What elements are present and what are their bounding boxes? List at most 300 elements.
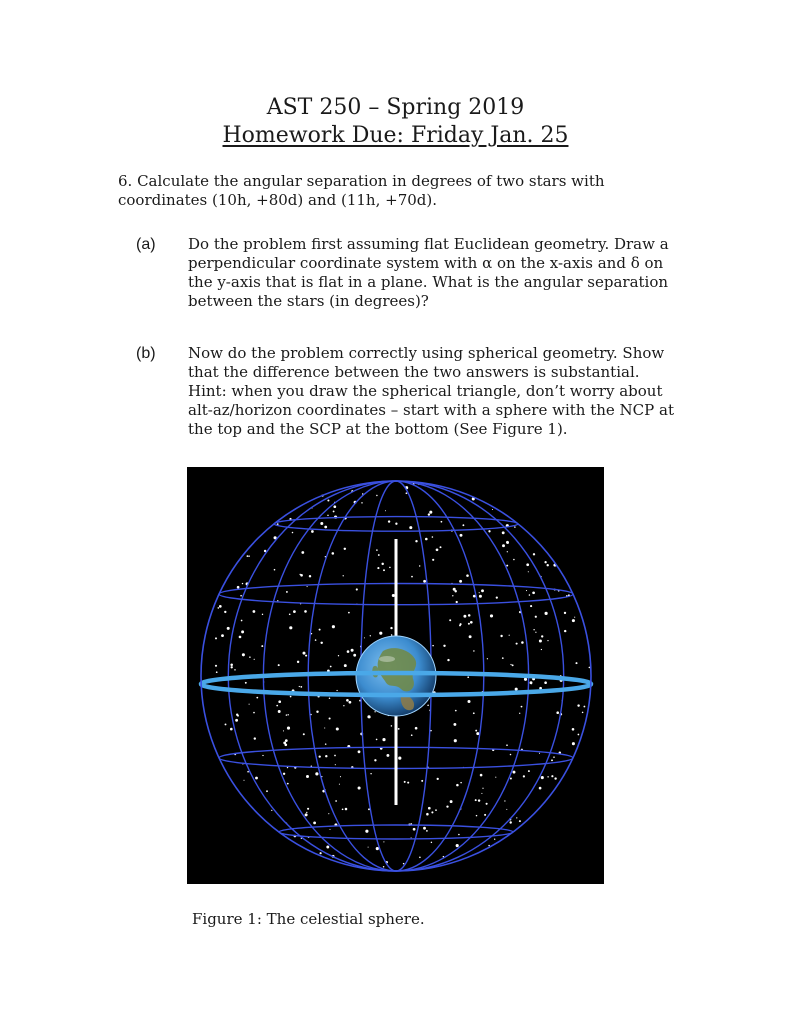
star bbox=[277, 600, 278, 601]
star bbox=[286, 591, 288, 593]
star bbox=[428, 513, 430, 515]
star bbox=[462, 524, 464, 526]
star bbox=[336, 727, 339, 730]
figure-caption: Figure 1: The celestial sphere. bbox=[192, 910, 425, 928]
star bbox=[328, 813, 329, 814]
star bbox=[353, 654, 356, 657]
star bbox=[262, 614, 263, 615]
star bbox=[329, 697, 331, 699]
star bbox=[463, 615, 466, 618]
star bbox=[526, 590, 527, 591]
star bbox=[506, 809, 507, 810]
star bbox=[368, 847, 369, 848]
star bbox=[484, 814, 486, 816]
star bbox=[391, 725, 393, 727]
star bbox=[452, 595, 453, 596]
star bbox=[466, 574, 469, 577]
star bbox=[319, 629, 321, 631]
star bbox=[376, 739, 378, 741]
star bbox=[225, 723, 227, 725]
star bbox=[564, 630, 566, 632]
star bbox=[361, 502, 362, 503]
star bbox=[274, 569, 276, 571]
star bbox=[440, 546, 442, 548]
star bbox=[325, 755, 327, 757]
star bbox=[249, 704, 250, 705]
star bbox=[358, 750, 361, 753]
star bbox=[300, 686, 302, 688]
star bbox=[327, 499, 329, 501]
star bbox=[480, 774, 483, 777]
star bbox=[327, 515, 328, 516]
star bbox=[283, 742, 286, 745]
star bbox=[460, 534, 463, 537]
page-subtitle-due-date: Homework Due: Friday Jan. 25 bbox=[222, 123, 569, 148]
part-a-text: Do the problem first assuming flat Euclidean geometry. Draw a perpendicular coordinate system with α on the x-axis and δ on the y-axis that is flat in a plane. What is the angular separation between the stars (in degrees)? bbox=[188, 235, 669, 310]
star bbox=[556, 711, 559, 714]
star bbox=[519, 820, 521, 822]
star bbox=[242, 583, 243, 584]
star bbox=[415, 540, 417, 542]
star bbox=[367, 715, 370, 718]
star bbox=[383, 866, 385, 868]
star bbox=[479, 592, 480, 593]
star bbox=[514, 526, 515, 527]
star bbox=[386, 754, 389, 757]
star bbox=[311, 530, 314, 533]
star bbox=[528, 571, 529, 572]
star bbox=[234, 669, 235, 670]
star bbox=[583, 706, 585, 708]
star bbox=[333, 505, 336, 508]
star bbox=[329, 717, 331, 719]
star bbox=[376, 495, 377, 496]
star bbox=[513, 559, 515, 561]
star bbox=[510, 754, 512, 756]
star bbox=[419, 565, 420, 566]
star bbox=[241, 620, 243, 622]
star bbox=[358, 786, 361, 789]
star bbox=[470, 621, 473, 624]
star bbox=[247, 771, 249, 773]
star bbox=[278, 664, 280, 666]
star bbox=[487, 658, 488, 659]
star bbox=[290, 696, 292, 698]
star bbox=[458, 834, 460, 836]
star bbox=[261, 645, 263, 647]
star bbox=[577, 704, 579, 706]
star bbox=[578, 734, 580, 736]
star bbox=[476, 815, 478, 817]
star bbox=[289, 626, 292, 629]
star bbox=[348, 612, 350, 614]
star bbox=[415, 727, 418, 730]
star bbox=[539, 639, 542, 642]
star bbox=[532, 591, 535, 594]
star bbox=[300, 574, 303, 577]
star bbox=[289, 613, 291, 615]
part-b-text: Now do the problem correctly using spherical geometry. Show that the difference between the two answers is substantial. Hint: when you draw the spherical triangle, don’t worry about alt-az/horizon coordinates – start with a sphere with the NCP at the top and the SCP at the bottom (See Figure 1). bbox=[188, 344, 674, 438]
star bbox=[378, 554, 380, 556]
star bbox=[490, 614, 493, 617]
star bbox=[467, 676, 469, 678]
star bbox=[475, 730, 477, 732]
star bbox=[344, 664, 347, 667]
star bbox=[309, 575, 311, 577]
star bbox=[287, 783, 289, 785]
star bbox=[340, 776, 341, 777]
star bbox=[217, 607, 219, 609]
celestial-sphere-illustration bbox=[187, 467, 604, 884]
star bbox=[227, 627, 230, 630]
star bbox=[426, 830, 428, 832]
star bbox=[236, 714, 238, 716]
star bbox=[370, 773, 371, 774]
star bbox=[247, 555, 249, 557]
star bbox=[454, 590, 456, 592]
star bbox=[330, 666, 332, 668]
star bbox=[481, 589, 484, 592]
star bbox=[237, 586, 240, 589]
star bbox=[432, 536, 434, 538]
star bbox=[446, 805, 448, 807]
star bbox=[285, 739, 288, 742]
star bbox=[256, 697, 258, 699]
star bbox=[544, 561, 546, 563]
star bbox=[333, 510, 335, 512]
star bbox=[343, 575, 344, 576]
star bbox=[365, 830, 368, 833]
earth-globe bbox=[356, 636, 436, 716]
star bbox=[320, 642, 322, 644]
star bbox=[283, 730, 284, 731]
star bbox=[306, 812, 307, 813]
star bbox=[335, 764, 336, 765]
star bbox=[334, 755, 336, 757]
star bbox=[216, 671, 218, 673]
star bbox=[253, 712, 255, 714]
star bbox=[382, 738, 385, 741]
star bbox=[344, 548, 346, 550]
star bbox=[297, 661, 299, 663]
star bbox=[488, 845, 490, 847]
star bbox=[329, 829, 330, 830]
star bbox=[287, 714, 288, 715]
star bbox=[521, 706, 523, 708]
star bbox=[469, 635, 472, 638]
star bbox=[370, 635, 371, 636]
star bbox=[509, 635, 510, 636]
star bbox=[533, 553, 535, 555]
star bbox=[413, 828, 416, 831]
star bbox=[278, 710, 281, 713]
star bbox=[432, 559, 434, 561]
star bbox=[545, 612, 548, 615]
star bbox=[409, 526, 412, 529]
star bbox=[215, 637, 217, 639]
star bbox=[403, 863, 405, 865]
star bbox=[231, 666, 233, 668]
star bbox=[488, 530, 490, 532]
star bbox=[507, 542, 509, 544]
star bbox=[533, 629, 534, 630]
star bbox=[326, 846, 329, 849]
star bbox=[512, 664, 514, 666]
star bbox=[427, 704, 429, 706]
star bbox=[431, 811, 433, 813]
star bbox=[510, 664, 511, 665]
star bbox=[319, 755, 321, 757]
star bbox=[345, 808, 348, 811]
star bbox=[292, 532, 294, 534]
star bbox=[356, 588, 358, 590]
star bbox=[320, 522, 323, 525]
star bbox=[262, 755, 263, 756]
star bbox=[240, 595, 242, 597]
star bbox=[468, 614, 471, 617]
star bbox=[541, 776, 544, 779]
star bbox=[215, 665, 217, 667]
star bbox=[453, 723, 456, 726]
star bbox=[535, 616, 537, 618]
star bbox=[239, 636, 242, 639]
star bbox=[443, 645, 445, 647]
star bbox=[278, 700, 281, 703]
star bbox=[547, 564, 549, 566]
star bbox=[572, 728, 575, 731]
star bbox=[456, 601, 458, 603]
star bbox=[513, 771, 516, 774]
star bbox=[245, 682, 247, 684]
celestial-sphere-figure bbox=[187, 467, 604, 884]
star bbox=[447, 659, 449, 661]
star bbox=[303, 733, 305, 735]
star bbox=[383, 841, 384, 842]
star bbox=[276, 705, 278, 707]
star bbox=[320, 852, 322, 854]
star bbox=[390, 627, 392, 629]
star bbox=[392, 594, 395, 597]
star bbox=[389, 567, 391, 569]
star bbox=[364, 637, 365, 638]
star bbox=[436, 548, 439, 551]
star bbox=[429, 511, 432, 514]
star bbox=[421, 780, 423, 782]
star bbox=[496, 596, 498, 598]
star bbox=[553, 756, 555, 758]
star bbox=[315, 639, 317, 641]
star bbox=[473, 712, 475, 714]
star bbox=[253, 610, 256, 613]
star bbox=[544, 681, 547, 684]
star bbox=[486, 803, 488, 805]
star bbox=[541, 635, 543, 637]
star bbox=[248, 555, 250, 557]
star bbox=[530, 681, 533, 684]
star bbox=[407, 782, 409, 784]
star bbox=[385, 510, 386, 511]
star bbox=[502, 544, 505, 547]
star bbox=[271, 810, 272, 811]
star bbox=[473, 650, 474, 651]
star bbox=[441, 521, 443, 523]
star bbox=[539, 753, 540, 754]
star bbox=[381, 563, 383, 565]
star bbox=[437, 778, 439, 780]
star bbox=[455, 710, 457, 712]
star bbox=[456, 844, 459, 847]
star bbox=[398, 757, 401, 760]
star bbox=[395, 523, 397, 525]
star bbox=[411, 734, 413, 736]
star bbox=[425, 538, 428, 541]
star bbox=[481, 793, 482, 794]
star bbox=[432, 645, 434, 647]
star bbox=[500, 635, 502, 637]
star bbox=[479, 595, 482, 598]
star bbox=[547, 776, 548, 777]
star bbox=[554, 777, 556, 779]
star bbox=[230, 664, 233, 667]
star bbox=[287, 767, 288, 768]
star bbox=[219, 605, 222, 608]
star bbox=[460, 623, 462, 625]
star bbox=[575, 662, 577, 664]
star bbox=[510, 778, 512, 780]
star bbox=[305, 655, 307, 657]
star bbox=[529, 594, 531, 596]
page-title: AST 250 – Spring 2019 bbox=[266, 95, 525, 120]
star bbox=[286, 714, 287, 715]
star bbox=[277, 523, 279, 525]
star bbox=[476, 732, 479, 735]
star bbox=[313, 822, 316, 825]
star bbox=[541, 649, 542, 650]
star bbox=[482, 788, 483, 789]
star bbox=[411, 576, 413, 578]
star bbox=[551, 759, 553, 761]
star bbox=[221, 634, 224, 637]
star bbox=[423, 580, 426, 583]
star bbox=[388, 520, 390, 522]
star bbox=[431, 842, 432, 843]
star bbox=[516, 643, 518, 645]
star bbox=[502, 531, 505, 534]
star bbox=[243, 780, 244, 781]
star bbox=[305, 813, 308, 816]
star bbox=[551, 775, 553, 777]
star bbox=[574, 617, 575, 618]
star bbox=[315, 772, 318, 775]
star bbox=[454, 739, 457, 742]
star bbox=[495, 777, 496, 778]
star bbox=[572, 619, 575, 622]
star bbox=[379, 632, 382, 635]
star bbox=[572, 742, 575, 745]
star bbox=[504, 800, 505, 801]
star bbox=[293, 610, 296, 613]
star bbox=[374, 759, 376, 761]
star bbox=[332, 625, 335, 628]
star bbox=[456, 784, 459, 787]
declination-circle bbox=[279, 825, 513, 839]
star bbox=[478, 799, 480, 801]
star bbox=[343, 705, 344, 706]
star bbox=[306, 775, 309, 778]
star bbox=[307, 586, 308, 587]
star bbox=[406, 492, 408, 494]
star bbox=[582, 712, 584, 714]
star bbox=[404, 781, 406, 783]
star bbox=[468, 623, 470, 625]
star bbox=[475, 799, 477, 801]
star bbox=[346, 699, 349, 702]
star bbox=[304, 610, 307, 613]
star bbox=[307, 808, 309, 810]
star bbox=[255, 777, 258, 780]
star bbox=[376, 549, 378, 551]
star bbox=[301, 551, 304, 554]
star bbox=[335, 800, 337, 802]
star bbox=[249, 656, 251, 658]
star bbox=[494, 839, 495, 840]
star bbox=[426, 813, 429, 816]
star bbox=[391, 634, 392, 635]
star bbox=[506, 565, 508, 567]
star bbox=[224, 611, 226, 613]
star bbox=[506, 744, 508, 746]
star bbox=[428, 807, 431, 810]
star bbox=[241, 630, 244, 633]
star bbox=[336, 690, 337, 691]
star bbox=[450, 800, 453, 803]
star bbox=[509, 821, 511, 823]
star bbox=[459, 580, 462, 583]
star bbox=[449, 619, 451, 621]
star bbox=[492, 509, 493, 510]
star bbox=[467, 700, 470, 703]
star bbox=[338, 655, 339, 656]
star bbox=[324, 526, 327, 529]
star bbox=[564, 612, 566, 614]
problem-intro: 6. Calculate the angular separation in degrees of two stars with coordinates (10h, +80d) and (11h, +70d). bbox=[118, 172, 605, 209]
star bbox=[423, 827, 426, 830]
star bbox=[526, 563, 529, 566]
star bbox=[547, 640, 548, 641]
star bbox=[351, 649, 354, 652]
star bbox=[528, 770, 530, 772]
star bbox=[435, 809, 437, 811]
star bbox=[254, 659, 255, 660]
star bbox=[539, 787, 542, 790]
star bbox=[398, 728, 400, 730]
star bbox=[299, 686, 300, 687]
star bbox=[287, 727, 290, 730]
star bbox=[349, 701, 352, 704]
star bbox=[521, 641, 524, 644]
star bbox=[374, 711, 375, 712]
star bbox=[230, 728, 233, 731]
star bbox=[535, 632, 536, 633]
star bbox=[530, 605, 532, 607]
star bbox=[515, 688, 518, 691]
star bbox=[342, 808, 344, 810]
star bbox=[339, 784, 340, 785]
star bbox=[347, 650, 350, 653]
star bbox=[502, 657, 504, 659]
star bbox=[283, 773, 285, 775]
star bbox=[325, 743, 327, 745]
